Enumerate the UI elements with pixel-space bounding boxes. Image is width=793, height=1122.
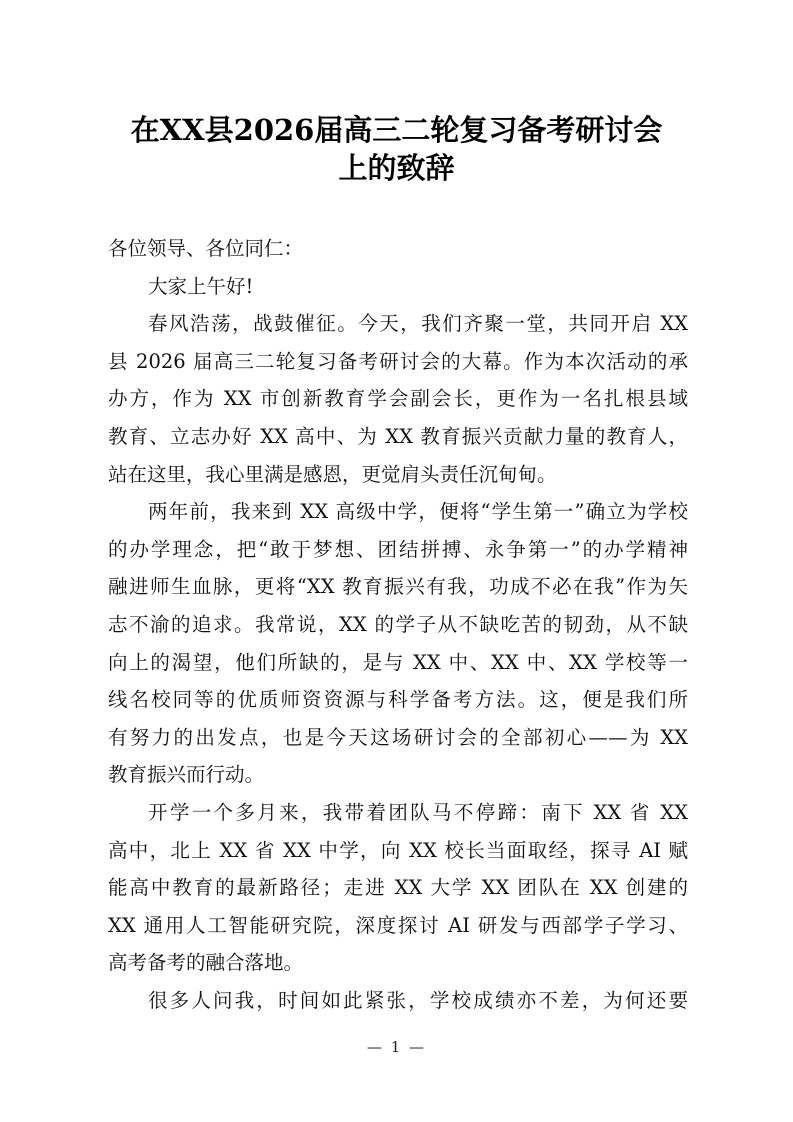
- page-number: — 1 —: [366, 1038, 427, 1056]
- body-text-line: 很多人问我，时间如此紧张，学校成绩亦不差，为何还要: [148, 988, 688, 1012]
- document-body: [108, 230, 688, 1019]
- body-text-line: 线名校同等的优质师资资源与科学备考方法。这，便是我们所: [108, 688, 688, 712]
- body-text-line: 办方，作为 XX 市创新教育学会副会长，更作为一名扎根县域: [108, 387, 688, 411]
- body-text-line: 有努力的出发点，也是今天这场研讨会的全部初心——为 XX: [108, 725, 688, 749]
- body-text-line: 春风浩荡，战鼓催征。今天，我们齐聚一堂，共同开启 XX: [148, 312, 688, 336]
- body-text-line: 高考备考的融合落地。: [108, 951, 304, 975]
- body-text-line: 能高中教育的最新路径；走进 XX 大学 XX 团队在 XX 创建的: [108, 876, 688, 900]
- body-text-line: 融进师生血脉，更将“XX 教育振兴有我，功成不必在我”作为矢: [108, 575, 688, 599]
- body-text-line: 高中，北上 XX 省 XX 中学，向 XX 校长当面取经，探寻 AI 赋: [108, 838, 688, 862]
- body-text-line: 教育、立志办好 XX 高中、为 XX 教育振兴贡献力量的教育人，: [108, 424, 688, 448]
- body-text-line: 开学一个多月来，我带着团队马不停蹄：南下 XX 省 XX: [148, 800, 688, 824]
- body-text-line: 向上的渴望，他们所缺的，是与 XX 中、XX 中、XX 学校等一: [108, 650, 688, 674]
- body-text-line: 两年前，我来到 XX 高级中学，便将“学生第一”确立为学校: [148, 500, 688, 524]
- body-text-line: 的办学理念，把“敢于梦想、团结拼搏、永争第一”的办学精神: [108, 537, 688, 561]
- document-title-line-1: 在XX县2026届高三二轮复习备考研讨会: [130, 113, 663, 147]
- document-title-line-2: 上的致辞: [338, 151, 455, 185]
- body-text-line: XX 通用人工智能研究院，深度探讨 AI 研发与西部学子学习、: [108, 913, 688, 937]
- body-text-line: 大家上午好!: [148, 274, 254, 298]
- body-text-line: 站在这里，我心里满是感恩，更觉肩头责任沉甸甸。: [108, 462, 557, 486]
- body-text-line: 志不渝的追求。我常说，XX 的学子从不缺吃苦的韧劲，从不缺: [108, 612, 688, 636]
- body-text-line: 教育振兴而行动。: [108, 763, 265, 787]
- body-text-line: 县 2026 届高三二轮复习备考研讨会的大幕。作为本次活动的承: [108, 349, 688, 373]
- body-text-line: 各位领导、各位同仁：: [108, 237, 304, 260]
